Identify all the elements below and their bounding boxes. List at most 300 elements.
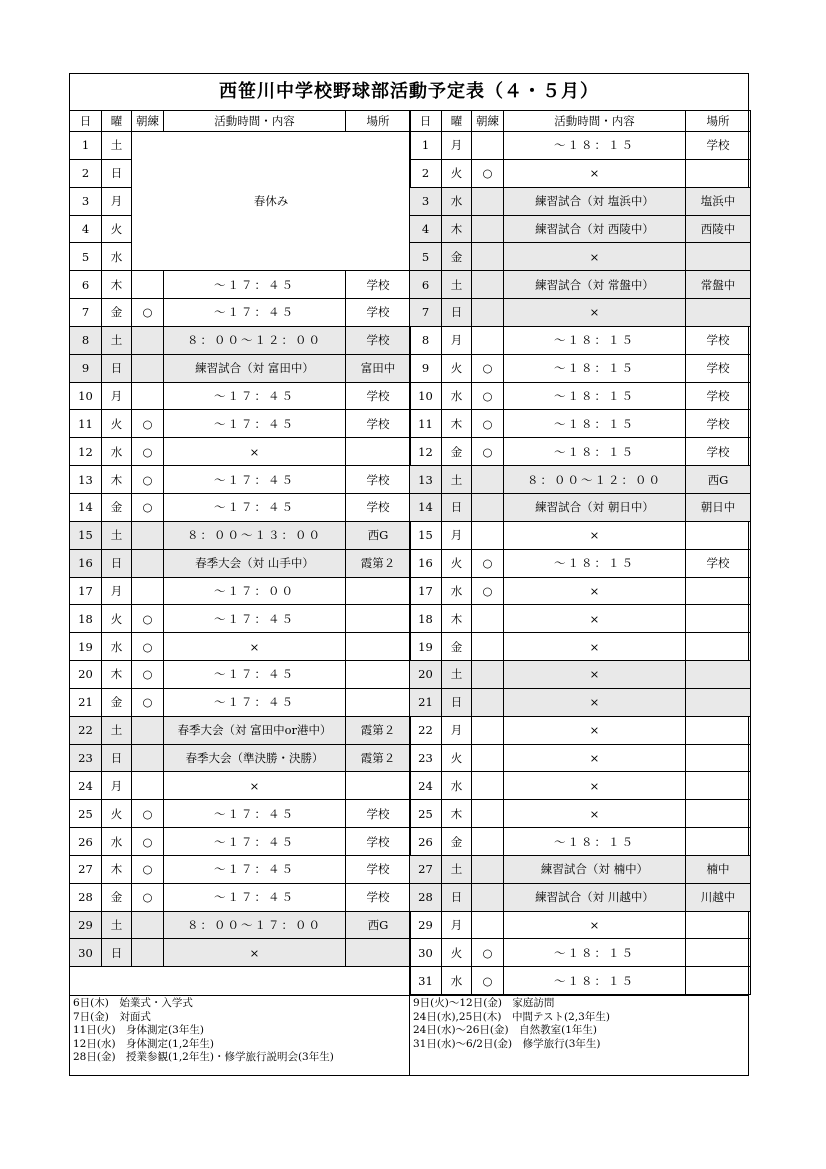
weekday-cell: 月 xyxy=(442,911,472,939)
morning-cell xyxy=(472,633,504,661)
weekday-cell: 水 xyxy=(102,438,132,466)
day-cell: 29 xyxy=(410,911,442,939)
weekday-cell: 日 xyxy=(442,688,472,716)
day-cell: 6 xyxy=(70,271,102,299)
morning-cell xyxy=(472,187,504,215)
weekday-cell: 火 xyxy=(442,354,472,382)
schedule-row xyxy=(410,159,751,187)
morning-cell: ○ xyxy=(132,800,164,828)
content-cell: × xyxy=(504,744,686,772)
day-cell: 7 xyxy=(410,299,442,327)
day-cell: 18 xyxy=(70,605,102,633)
place-cell: 学校 xyxy=(686,410,751,438)
schedule-row xyxy=(410,939,751,967)
morning-cell: ○ xyxy=(472,939,504,967)
weekday-cell: 土 xyxy=(102,521,132,549)
morning-cell xyxy=(472,911,504,939)
content-cell: ～１８：１５ xyxy=(504,828,686,856)
place-cell: 学校 xyxy=(346,299,411,327)
day-cell: 12 xyxy=(70,438,102,466)
note-line: 12日(水) 身体測定(1,2年生) xyxy=(73,1037,214,1050)
content-cell: ～１７：４５ xyxy=(164,493,346,521)
place-cell: 楠中 xyxy=(686,855,751,883)
content-cell: 練習試合（対 朝日中） xyxy=(504,493,686,521)
morning-cell xyxy=(132,354,164,382)
place-cell xyxy=(346,939,411,967)
weekday-cell: 金 xyxy=(102,299,132,327)
day-cell: 9 xyxy=(70,354,102,382)
place-cell xyxy=(686,828,751,856)
weekday-cell: 水 xyxy=(442,967,472,995)
morning-cell: ○ xyxy=(472,159,504,187)
content-cell: × xyxy=(504,661,686,689)
place-cell: 学校 xyxy=(346,883,411,911)
day-cell: 3 xyxy=(410,187,442,215)
schedule-row xyxy=(410,521,751,549)
day-cell: 2 xyxy=(70,159,102,187)
header-day: 日 xyxy=(70,111,102,132)
weekday-cell: 水 xyxy=(102,633,132,661)
content-cell: 練習試合（対 富田中） xyxy=(164,354,346,382)
blank-cell xyxy=(70,967,411,994)
day-cell: 5 xyxy=(70,243,102,271)
content-cell: × xyxy=(164,438,346,466)
schedule-row xyxy=(70,605,411,633)
day-cell: 22 xyxy=(70,716,102,744)
place-cell xyxy=(686,633,751,661)
day-cell: 2 xyxy=(410,159,442,187)
weekday-cell: 金 xyxy=(102,493,132,521)
day-cell: 28 xyxy=(410,883,442,911)
content-cell: ～１８：１５ xyxy=(504,438,686,466)
day-cell: 24 xyxy=(70,772,102,800)
schedule-row xyxy=(70,939,411,967)
content-cell: ～１７：４５ xyxy=(164,605,346,633)
place-cell xyxy=(686,967,751,995)
weekday-cell: 火 xyxy=(102,605,132,633)
schedule-row xyxy=(410,967,751,995)
day-cell: 29 xyxy=(70,911,102,939)
schedule-row xyxy=(70,466,411,494)
day-cell: 15 xyxy=(70,521,102,549)
notes-may xyxy=(410,996,748,1076)
place-cell xyxy=(686,661,751,689)
schedule-row xyxy=(410,633,751,661)
schedule-row xyxy=(70,521,411,549)
day-cell: 19 xyxy=(70,633,102,661)
content-cell: × xyxy=(504,772,686,800)
schedule-row xyxy=(70,688,411,716)
content-cell: ～１７：４５ xyxy=(164,828,346,856)
schedule-row xyxy=(70,410,411,438)
content-cell: 練習試合（対 楠中） xyxy=(504,855,686,883)
content-cell: ～１７：４５ xyxy=(164,382,346,410)
morning-cell xyxy=(472,326,504,354)
content-cell: ８：００～１２：００ xyxy=(164,326,346,354)
day-cell: 13 xyxy=(410,466,442,494)
content-cell: ～１８：１５ xyxy=(504,326,686,354)
morning-cell: ○ xyxy=(472,577,504,605)
morning-cell: ○ xyxy=(132,299,164,327)
weekday-cell: 月 xyxy=(442,716,472,744)
spring-break-cell: 春休み xyxy=(132,132,411,271)
weekday-cell: 日 xyxy=(102,159,132,187)
page-title: 西笹川中学校野球部活動予定表（４・５月） xyxy=(70,74,748,111)
morning-cell xyxy=(472,688,504,716)
day-cell: 3 xyxy=(70,187,102,215)
content-cell: 春季大会（対 山手中） xyxy=(164,549,346,577)
morning-cell xyxy=(472,855,504,883)
place-cell xyxy=(686,521,751,549)
weekday-cell: 日 xyxy=(442,883,472,911)
day-cell: 21 xyxy=(70,688,102,716)
schedule-row xyxy=(70,271,411,299)
day-cell: 30 xyxy=(70,939,102,967)
weekday-cell: 火 xyxy=(442,744,472,772)
morning-cell xyxy=(472,243,504,271)
place-cell: 学校 xyxy=(346,271,411,299)
day-cell: 23 xyxy=(410,744,442,772)
morning-cell xyxy=(472,215,504,243)
content-cell: 練習試合（対 常盤中） xyxy=(504,271,686,299)
weekday-cell: 日 xyxy=(102,549,132,577)
morning-cell: ○ xyxy=(132,855,164,883)
place-cell xyxy=(346,661,411,689)
weekday-cell: 土 xyxy=(102,132,132,160)
day-cell: 20 xyxy=(70,661,102,689)
schedule-row xyxy=(410,800,751,828)
weekday-cell: 火 xyxy=(102,215,132,243)
place-cell xyxy=(346,772,411,800)
place-cell: 学校 xyxy=(686,438,751,466)
place-cell: 朝日中 xyxy=(686,493,751,521)
morning-cell xyxy=(472,828,504,856)
weekday-cell: 金 xyxy=(442,828,472,856)
day-cell: 16 xyxy=(70,549,102,577)
content-cell: ～１７：００ xyxy=(164,577,346,605)
day-cell: 27 xyxy=(410,855,442,883)
morning-cell xyxy=(472,716,504,744)
morning-cell: ○ xyxy=(132,883,164,911)
place-cell: 常盤中 xyxy=(686,271,751,299)
may-table xyxy=(409,110,751,995)
morning-cell: ○ xyxy=(472,382,504,410)
weekday-cell: 水 xyxy=(442,577,472,605)
schedule-row xyxy=(70,661,411,689)
morning-cell: ○ xyxy=(472,549,504,577)
morning-cell xyxy=(132,772,164,800)
place-cell: 学校 xyxy=(346,410,411,438)
day-cell: 13 xyxy=(70,466,102,494)
place-cell xyxy=(686,939,751,967)
morning-cell xyxy=(472,521,504,549)
weekday-cell: 日 xyxy=(442,299,472,327)
weekday-cell: 火 xyxy=(102,800,132,828)
weekday-cell: 水 xyxy=(102,243,132,271)
schedule-row xyxy=(70,549,411,577)
place-cell xyxy=(686,243,751,271)
weekday-cell: 木 xyxy=(442,410,472,438)
day-cell: 30 xyxy=(410,939,442,967)
day-cell: 6 xyxy=(410,271,442,299)
weekday-cell: 火 xyxy=(442,939,472,967)
place-cell: 霞第２ xyxy=(346,716,411,744)
weekday-cell: 土 xyxy=(442,466,472,494)
weekday-cell: 日 xyxy=(102,939,132,967)
place-cell: 学校 xyxy=(686,549,751,577)
schedule-row xyxy=(70,633,411,661)
schedule-row xyxy=(410,132,751,160)
morning-cell xyxy=(472,466,504,494)
weekday-cell: 水 xyxy=(102,828,132,856)
content-cell: ～１８：１５ xyxy=(504,132,686,160)
day-cell: 1 xyxy=(70,132,102,160)
place-cell xyxy=(686,800,751,828)
place-cell xyxy=(686,299,751,327)
morning-cell xyxy=(472,661,504,689)
weekday-cell: 火 xyxy=(102,410,132,438)
content-cell: ～１８：１５ xyxy=(504,382,686,410)
day-cell: 10 xyxy=(70,382,102,410)
content-cell: × xyxy=(504,605,686,633)
weekday-cell: 土 xyxy=(442,855,472,883)
weekday-cell: 木 xyxy=(442,215,472,243)
note-line: 6日(木) 始業式・入学式 xyxy=(73,997,193,1009)
day-cell: 17 xyxy=(70,577,102,605)
morning-cell: ○ xyxy=(132,661,164,689)
morning-cell: ○ xyxy=(132,688,164,716)
morning-cell xyxy=(472,132,504,160)
morning-cell: ○ xyxy=(472,410,504,438)
content-cell: 春季大会（準決勝・決勝） xyxy=(164,744,346,772)
content-cell: ～１７：４５ xyxy=(164,800,346,828)
morning-cell xyxy=(132,521,164,549)
place-cell: 学校 xyxy=(686,382,751,410)
day-cell: 1 xyxy=(410,132,442,160)
day-cell: 14 xyxy=(70,493,102,521)
morning-cell: ○ xyxy=(132,438,164,466)
place-cell xyxy=(686,159,751,187)
morning-cell xyxy=(132,716,164,744)
morning-cell xyxy=(132,382,164,410)
day-cell: 14 xyxy=(410,493,442,521)
weekday-cell: 水 xyxy=(442,187,472,215)
content-cell: ～１７：４５ xyxy=(164,688,346,716)
morning-cell: ○ xyxy=(472,354,504,382)
content-cell: ～１７：４５ xyxy=(164,271,346,299)
day-cell: 17 xyxy=(410,577,442,605)
schedule-row xyxy=(70,326,411,354)
day-cell: 19 xyxy=(410,633,442,661)
content-cell: ～１７：４５ xyxy=(164,883,346,911)
content-cell: × xyxy=(504,716,686,744)
weekday-cell: 木 xyxy=(442,800,472,828)
place-cell: 西陵中 xyxy=(686,215,751,243)
schedule-row xyxy=(410,744,751,772)
day-cell: 12 xyxy=(410,438,442,466)
weekday-cell: 日 xyxy=(442,493,472,521)
schedule-row xyxy=(410,605,751,633)
weekday-cell: 日 xyxy=(102,354,132,382)
schedule-row xyxy=(410,661,751,689)
note-line: 24日(水),25日(木) 中間テスト(2,3年生) xyxy=(413,1010,610,1023)
morning-cell: ○ xyxy=(132,605,164,633)
schedule-row xyxy=(410,716,751,744)
schedule-row xyxy=(410,382,751,410)
weekday-cell: 金 xyxy=(442,633,472,661)
place-cell xyxy=(686,772,751,800)
morning-cell xyxy=(132,271,164,299)
content-cell: ～１８：１５ xyxy=(504,939,686,967)
schedule-row xyxy=(70,855,411,883)
schedule-row xyxy=(410,271,751,299)
weekday-cell: 木 xyxy=(442,605,472,633)
morning-cell xyxy=(132,326,164,354)
weekday-cell: 土 xyxy=(102,911,132,939)
content-cell: ～１７：４５ xyxy=(164,299,346,327)
schedule-row xyxy=(70,744,411,772)
day-cell: 7 xyxy=(70,299,102,327)
place-cell xyxy=(686,716,751,744)
content-cell: ～１７：４５ xyxy=(164,855,346,883)
schedule-row xyxy=(410,410,751,438)
note-line: 31日(水)～6/2日(金) 修学旅行(3年生) xyxy=(413,1037,601,1050)
schedule-row xyxy=(70,828,411,856)
place-cell: 西G xyxy=(346,521,411,549)
place-cell: 西G xyxy=(686,466,751,494)
header-place: 場所 xyxy=(686,111,751,132)
content-cell: × xyxy=(504,243,686,271)
schedule-row xyxy=(70,299,411,327)
note-line: 24日(水)～26日(金) 自然教室(1年生) xyxy=(413,1024,597,1036)
day-cell: 9 xyxy=(410,354,442,382)
weekday-cell: 土 xyxy=(102,716,132,744)
content-cell: ８：００～１７：００ xyxy=(164,911,346,939)
schedule-row xyxy=(410,326,751,354)
place-cell: 学校 xyxy=(346,855,411,883)
content-cell: × xyxy=(504,577,686,605)
notes-section xyxy=(70,995,748,1076)
day-cell: 4 xyxy=(410,215,442,243)
schedule-row xyxy=(410,855,751,883)
place-cell xyxy=(686,605,751,633)
schedule-row xyxy=(410,299,751,327)
day-cell: 25 xyxy=(70,800,102,828)
schedule-sheet xyxy=(69,73,749,1076)
day-cell: 26 xyxy=(410,828,442,856)
content-cell: ８：００～１３：００ xyxy=(164,521,346,549)
day-cell: 18 xyxy=(410,605,442,633)
morning-cell xyxy=(132,577,164,605)
weekday-cell: 木 xyxy=(102,271,132,299)
weekday-cell: 火 xyxy=(442,549,472,577)
content-cell: × xyxy=(504,800,686,828)
schedule-row xyxy=(410,772,751,800)
content-cell: × xyxy=(504,633,686,661)
header-place: 場所 xyxy=(346,111,411,132)
weekday-cell: 木 xyxy=(102,855,132,883)
place-cell: 塩浜中 xyxy=(686,187,751,215)
content-cell: ～１８：１５ xyxy=(504,967,686,995)
day-cell: 24 xyxy=(410,772,442,800)
schedule-row xyxy=(70,493,411,521)
day-cell: 26 xyxy=(70,828,102,856)
place-cell: 学校 xyxy=(686,354,751,382)
day-cell: 11 xyxy=(70,410,102,438)
day-cell: 23 xyxy=(70,744,102,772)
schedule-row xyxy=(410,493,751,521)
april-header-row xyxy=(70,111,411,132)
weekday-cell: 月 xyxy=(102,772,132,800)
weekday-cell: 金 xyxy=(102,883,132,911)
weekday-cell: 火 xyxy=(442,159,472,187)
place-cell: 学校 xyxy=(346,466,411,494)
schedule-row xyxy=(70,132,411,160)
schedule-row xyxy=(410,187,751,215)
day-cell: 25 xyxy=(410,800,442,828)
content-cell: 練習試合（対 西陵中） xyxy=(504,215,686,243)
weekday-cell: 月 xyxy=(442,132,472,160)
day-cell: 15 xyxy=(410,521,442,549)
content-cell: × xyxy=(504,521,686,549)
schedule-row xyxy=(410,577,751,605)
weekday-cell: 土 xyxy=(442,271,472,299)
place-cell xyxy=(686,577,751,605)
content-cell: ～１８：１５ xyxy=(504,549,686,577)
header-weekday: 曜 xyxy=(442,111,472,132)
place-cell xyxy=(346,605,411,633)
schedule-row xyxy=(410,438,751,466)
header-weekday: 曜 xyxy=(102,111,132,132)
content-cell: 春季大会（対 富田中or港中） xyxy=(164,716,346,744)
blank-row xyxy=(70,967,411,994)
content-cell: ８：００～１２：００ xyxy=(504,466,686,494)
content-cell: × xyxy=(164,772,346,800)
morning-cell xyxy=(132,911,164,939)
morning-cell: ○ xyxy=(132,466,164,494)
place-cell xyxy=(346,577,411,605)
weekday-cell: 金 xyxy=(442,243,472,271)
schedule-row xyxy=(70,911,411,939)
morning-cell xyxy=(132,549,164,577)
april-table xyxy=(69,110,411,994)
weekday-cell: 水 xyxy=(442,382,472,410)
place-cell: 学校 xyxy=(346,326,411,354)
schedule-row xyxy=(410,354,751,382)
place-cell: 霞第２ xyxy=(346,549,411,577)
header-day: 日 xyxy=(410,111,442,132)
weekday-cell: 金 xyxy=(442,438,472,466)
morning-cell xyxy=(472,271,504,299)
note-line: 28日(金) 授業参観(1,2年生)・修学旅行説明会(3年生) xyxy=(73,1051,334,1063)
schedule-row xyxy=(410,215,751,243)
schedule-row xyxy=(410,243,751,271)
day-cell: 31 xyxy=(410,967,442,995)
morning-cell: ○ xyxy=(472,967,504,995)
schedule-row xyxy=(410,883,751,911)
weekday-cell: 金 xyxy=(102,688,132,716)
weekday-cell: 水 xyxy=(442,772,472,800)
morning-cell: ○ xyxy=(472,438,504,466)
schedule-row xyxy=(70,772,411,800)
may-header-row xyxy=(410,111,751,132)
place-cell xyxy=(346,438,411,466)
content-cell: ～１７：４５ xyxy=(164,410,346,438)
morning-cell xyxy=(472,605,504,633)
place-cell xyxy=(346,688,411,716)
content-cell: ～１８：１５ xyxy=(504,354,686,382)
morning-cell xyxy=(472,772,504,800)
